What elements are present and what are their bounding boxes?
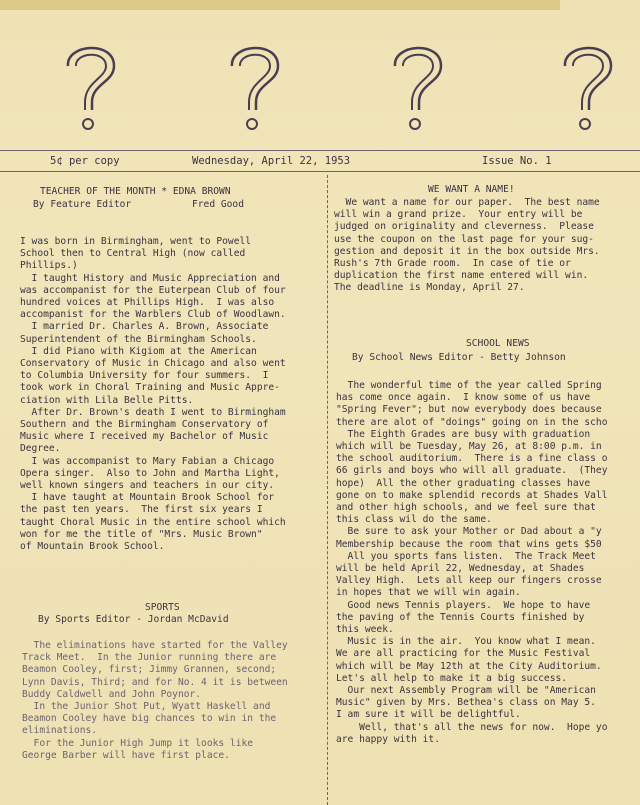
text-line: All you sports fans listen. The Track Meet (336, 550, 596, 562)
text-line: ciation with Lila Belle Pitts. (20, 394, 194, 406)
contest-article (334, 197, 600, 295)
question-mark-icon (555, 36, 619, 136)
text-line: to Columbia University for four summers. I (20, 370, 269, 382)
text-line: Degree. (20, 443, 61, 455)
sports-article (22, 640, 288, 762)
text-line: Opera singer. Also to John and Martha Light, (20, 467, 280, 479)
text-line: hope) All the other graduating classes have (336, 477, 591, 489)
text-line: I was born in Birmingham, went to Powell (20, 236, 252, 247)
text-line: this week. (336, 624, 394, 636)
text-line: I did Piano with Kigiom at the American (20, 345, 257, 357)
text-line: I taught History and Music Appreciation and (20, 272, 280, 284)
text-line: 66 girls and boys who will all graduate. (They (336, 465, 608, 477)
text-line: won for me the title of "Mrs. Music Brown" (20, 528, 263, 540)
text-line: I am sure it will be delightful. (336, 709, 521, 721)
text-line: judged on originality and cleverness. Please (334, 221, 594, 233)
text-line: I married Dr. Charles A. Brown, Associate (20, 321, 269, 333)
text-line: Beamon Cooley, first; Jimmy Grannen, second; (22, 664, 277, 676)
question-mark-icon (222, 36, 286, 136)
text-line: Good news Tennis players. We hope to have (336, 599, 591, 611)
text-line: Phillips.) (20, 260, 78, 272)
text-line: has come once again. I know some of us have (336, 392, 591, 404)
text-line: Lynn Davis, Third; and for No. 4 it is between (22, 676, 288, 688)
masthead-bottom-rule (0, 171, 640, 172)
text-line: George Barber will have first place. (22, 749, 230, 761)
text-line: Well, that's all the news for now. Hope yo (336, 721, 608, 733)
text-line: The wonderful time of the year called Spring (336, 380, 602, 391)
text-line: in hopes that we will win again. (336, 587, 521, 599)
sports-byline: By Sports Editor - Jordan McDavid (38, 614, 229, 625)
text-line: hundred voices at Phillips High. I was also (20, 297, 275, 309)
text-line: the paving of the Tennis Courts finished by (336, 611, 585, 623)
text-line: "Spring Fever"; but now everybody does because (336, 404, 602, 416)
text-line: I have taught at Mountain Brook School for (20, 492, 275, 504)
text-line: The deadline is Monday, April 27. (334, 282, 525, 294)
text-line: After Dr. Brown's death I went to Birmingham (20, 406, 286, 418)
question-mark-icon (58, 36, 122, 136)
text-line: will be held April 22, Wednesday, at Shades (336, 563, 585, 575)
text-line: taught Choral Music in the entire school which (20, 516, 286, 528)
text-line: I was accompanist to Mary Fabian a Chicago (20, 455, 275, 467)
text-line: Conservatory of Music in Chicago and also went (20, 358, 286, 370)
text-line: are happy with it. (336, 733, 440, 745)
text-line: Music where I received my Bachelor of Music (20, 431, 269, 443)
text-line: which will be Tuesday, May 26, at 8:00 p.m. in (336, 441, 602, 453)
text-line: gestion and deposit it in the box outside Mrs. (334, 245, 600, 257)
text-line: there are alot of "doings" going on in the scho (336, 416, 608, 428)
teacher-author: Fred Good (192, 199, 244, 210)
text-line: Beamon Cooley have big chances to win in the (22, 713, 277, 725)
tape-strip (0, 0, 560, 10)
text-line: the school auditorium. There is a fine class o (336, 453, 608, 465)
text-line: Be sure to ask your Mother or Dad about a "y (336, 526, 602, 538)
text-line: The eliminations have started for the Valley (22, 640, 288, 651)
teacher-byline: By Feature Editor (33, 199, 132, 210)
text-line: School then to Central High (now called (20, 248, 246, 260)
text-line: We want a name for our paper. The best name (334, 197, 600, 208)
text-line: gone on to make splendid records at Shades Vall (336, 489, 608, 501)
text-line: Music" given by Mrs. Bethea's class on May 5. (336, 697, 596, 709)
text-line: We are all practicing for the Music Festival (336, 648, 591, 660)
question-mark-icon (385, 36, 449, 136)
teacher-title: TEACHER OF THE MONTH * EDNA BROWN (40, 186, 231, 197)
text-line: and other high schools, and we feel sure that (336, 502, 596, 514)
sports-title: SPORTS (145, 602, 180, 613)
text-line: In the Junior Shot Put, Wyatt Haskell and (22, 701, 271, 713)
text-line: Southern and the Birmingham Conservatory of (20, 419, 269, 431)
text-line: of Mountain Brook School. (20, 541, 165, 553)
price: 5¢ per copy (50, 155, 120, 167)
text-line: the past ten years. The first six years I (20, 504, 263, 516)
news-byline: By School News Editor - Betty Johnson (352, 352, 566, 363)
text-line: will win a grand prize. Your entry will be (334, 209, 583, 221)
text-line: use the coupon on the last page for your sug- (334, 233, 594, 245)
text-line: Rush's 7th Grade room. In case of tie or (334, 258, 571, 270)
news-article (336, 380, 607, 746)
text-line: well known singers and teachers in our city. (20, 480, 275, 492)
text-line: Superintendent of the Birmingham Schools. (20, 333, 257, 345)
contest-title: WE WANT A NAME! (428, 184, 515, 195)
issue-date: Wednesday, April 22, 1953 (192, 155, 351, 167)
text-line: Our next Assembly Program will be "American (336, 685, 596, 697)
text-line: accompanist for the Warblers Club of Woodlawn. (20, 309, 286, 321)
text-line: took work in Choral Training and Music Appre- (20, 382, 280, 394)
text-line: this class wil do the same. (336, 514, 492, 526)
text-line: Membership because the room that wins gets $50 (336, 538, 602, 550)
text-line: Music is in the air. You know what I mean. (336, 636, 596, 648)
news-title: SCHOOL NEWS (466, 338, 530, 349)
text-line: eliminations. (22, 725, 98, 737)
text-line: Let's all help to make it a big success. (336, 672, 568, 684)
text-line: was accompanist for the Euterpean Club of four (20, 284, 286, 296)
text-line: Buddy Caldwell and John Poynor. (22, 688, 202, 700)
issue-number: Issue No. 1 (482, 155, 552, 167)
text-line: Valley High. Lets all keep our fingers crosse (336, 575, 602, 587)
text-line: which will be May 12th at the City Auditorium. (336, 660, 602, 672)
column-divider (327, 175, 328, 805)
text-line: Track Meet. In the Junior running there are (22, 652, 277, 664)
text-line: duplication the first name entered will win. (334, 270, 589, 282)
masthead-top-rule (0, 150, 640, 151)
text-line: The Eighth Grades are busy with graduation (336, 428, 591, 440)
text-line: For the Junior High Jump it looks like (22, 737, 254, 749)
teacher-article (20, 236, 286, 553)
